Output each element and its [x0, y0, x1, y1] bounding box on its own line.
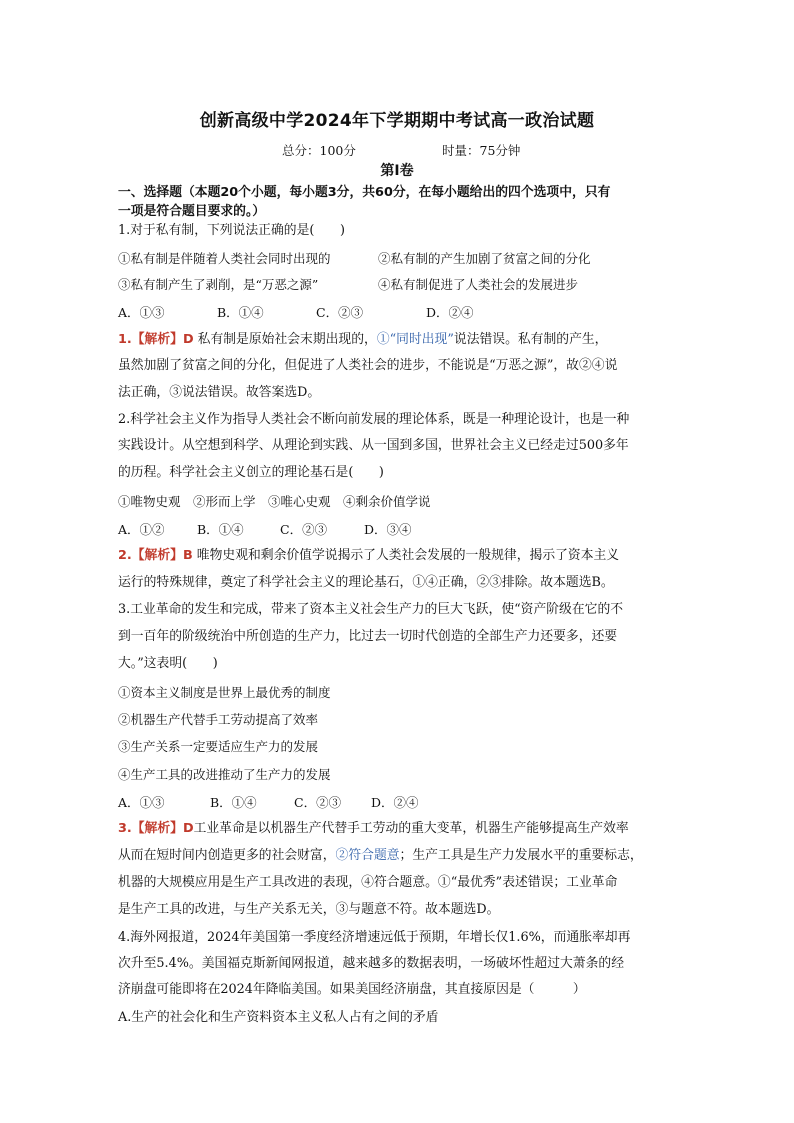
- q1-statement-3: ③私有制产生了剥削，是“万恶之源”: [118, 277, 319, 292]
- q1-explanation-1a: 私有制是原始社会末期出现的，: [197, 332, 377, 347]
- q4-stem-1: 4.海外网报道，2024年美国第一季度经济增速远低于预期，年增长仅1.6%，而通胀率却再: [118, 930, 631, 945]
- q1-explanation-1c: 说法错误。私有制的产生，: [453, 332, 608, 347]
- q1-statement-2: ②私有制的产生加剧了贫富之间的分化: [378, 251, 591, 266]
- q1-explanation-3: 法正确，③说法错误。故答案选D。: [118, 385, 321, 400]
- q3-stem-1: 3.工业革命的发生和完成，带来了资本主义社会生产力的巨大飞跃，使“资产阶级在它的不: [118, 602, 624, 617]
- q4-stem-3: 济崩盘可能即将在2024年降临美国。如果美国经济崩盘，其直接原因是（ ）: [118, 982, 586, 997]
- q3-stem-3: 大。”这表明( ): [118, 656, 218, 671]
- q1-option-b: B．①④: [217, 305, 264, 320]
- q3-explanation-2: [118, 847, 678, 865]
- q1-answer-tag: 1.【解析】D: [118, 332, 194, 347]
- q3-explanation-2c: ；生产工具是生产力发展水平的重要标志，: [399, 848, 643, 863]
- q3-statement-1: ①资本主义制度是世界上最优秀的制度: [118, 685, 331, 700]
- q4-option-a: A.生产的社会化和生产资料资本主义私人占有之间的矛盾: [118, 1010, 439, 1025]
- q3-explanation-2b: ②符合题意: [335, 848, 400, 863]
- q3-statement-2: ②机器生产代替手工劳动提高了效率: [118, 712, 319, 727]
- section-instruction-1: 一、选择题（本题20个小题，每小题3分，共60分，在每小题给出的四个选项中，只有: [118, 185, 611, 200]
- page-title: 创新高级中学2024年下学期期中考试高一政治试题: [199, 111, 595, 131]
- q3-option-a: A．①③: [118, 795, 165, 810]
- q4-stem-2: 次升至5.4%。美国福克斯新闻网报道，越来越多的数据表明，一场破坏性超过大萧条的经: [118, 956, 624, 971]
- q1-explanation-2: 虽然加剧了贫富之间的分化，但促进了人类社会的进步，不能说是“万恶之源”，故②④说: [118, 358, 618, 373]
- q2-statements: ①唯物史观 ②形而上学 ③唯心史观 ④剩余价值学说: [118, 494, 431, 509]
- q3-explanation-3: 机器的大规模应用是生产工具改进的表现，④符合题意。①“最优秀”表述错误；工业革命: [118, 875, 618, 890]
- q3-statement-4: ④生产工具的改进推动了生产力的发展: [118, 767, 331, 782]
- q1-option-c: C．②③: [316, 305, 364, 320]
- q2-explanation-1: [118, 547, 678, 565]
- q1-statement-1: ①私有制是伴随着人类社会同时出现的: [118, 251, 331, 266]
- q2-explanation-2: 运行的特殊规律，奠定了科学社会主义的理论基石，①④正确，②③排除。故本题选B。: [118, 575, 614, 590]
- q3-stem-2: 到一百年的阶级统治中所创造的生产力，比过去一切时代创造的全部生产力还要多，还要: [118, 629, 618, 644]
- q1-explanation-1b: ①“同时出现”: [376, 332, 454, 347]
- q1-option-d: D．②④: [426, 305, 474, 320]
- section-instruction-2: 一项是符合题目要求的。）: [118, 204, 266, 219]
- volume-heading: 第Ⅰ卷: [380, 163, 414, 179]
- q3-option-b: B．①④: [210, 795, 257, 810]
- q3-explanation-4: 是生产工具的改进，与生产关系无关，③与题意不符。故本题选D。: [118, 902, 500, 917]
- q3-option-d: D．②④: [371, 795, 419, 810]
- total-score: 总分：100分: [282, 143, 356, 158]
- q2-option-a: A．①②: [118, 522, 165, 537]
- q2-answer-tag: 2.【解析】B: [118, 548, 193, 563]
- q2-stem-1: 2.科学社会主义作为指导人类社会不断向前发展的理论体系，既是一种理论设计，也是一种: [118, 412, 630, 427]
- q2-option-c: C．②③: [280, 522, 328, 537]
- q3-explanation-1a: 工业革命是以机器生产代替手工劳动的重大变革，机器生产能够提高生产效率: [193, 821, 629, 836]
- q3-option-c: C．②③: [294, 795, 342, 810]
- q2-option-b: B．①④: [197, 522, 244, 537]
- exam-time: 时量：75分钟: [442, 143, 521, 158]
- q1-option-a: A．①③: [118, 305, 165, 320]
- q3-explanation-2a: 从而在短时间内创造更多的社会财富，: [118, 848, 336, 863]
- q2-stem-3: 的历程。科学社会主义创立的理论基石是( ): [118, 465, 384, 480]
- q3-answer-tag: 3.【解析】D: [118, 821, 194, 836]
- q2-option-d: D．③④: [364, 522, 412, 537]
- q3-explanation-1: [118, 820, 678, 838]
- q2-stem-2: 实践设计。从空想到科学、从理论到实践、从一国到多国，世界社会主义已经走过500多年: [118, 438, 629, 453]
- q1-explanation-1: [118, 331, 678, 349]
- q3-statement-3: ③生产关系一定要适应生产力的发展: [118, 739, 319, 754]
- q1-statement-4: ④私有制促进了人类社会的发展进步: [378, 277, 579, 292]
- q1-stem: 1.对于私有制，下列说法正确的是( ): [118, 223, 345, 238]
- q2-explanation-1a: 唯物史观和剩余价值学说揭示了人类社会发展的一般规律，揭示了资本主义: [196, 548, 620, 563]
